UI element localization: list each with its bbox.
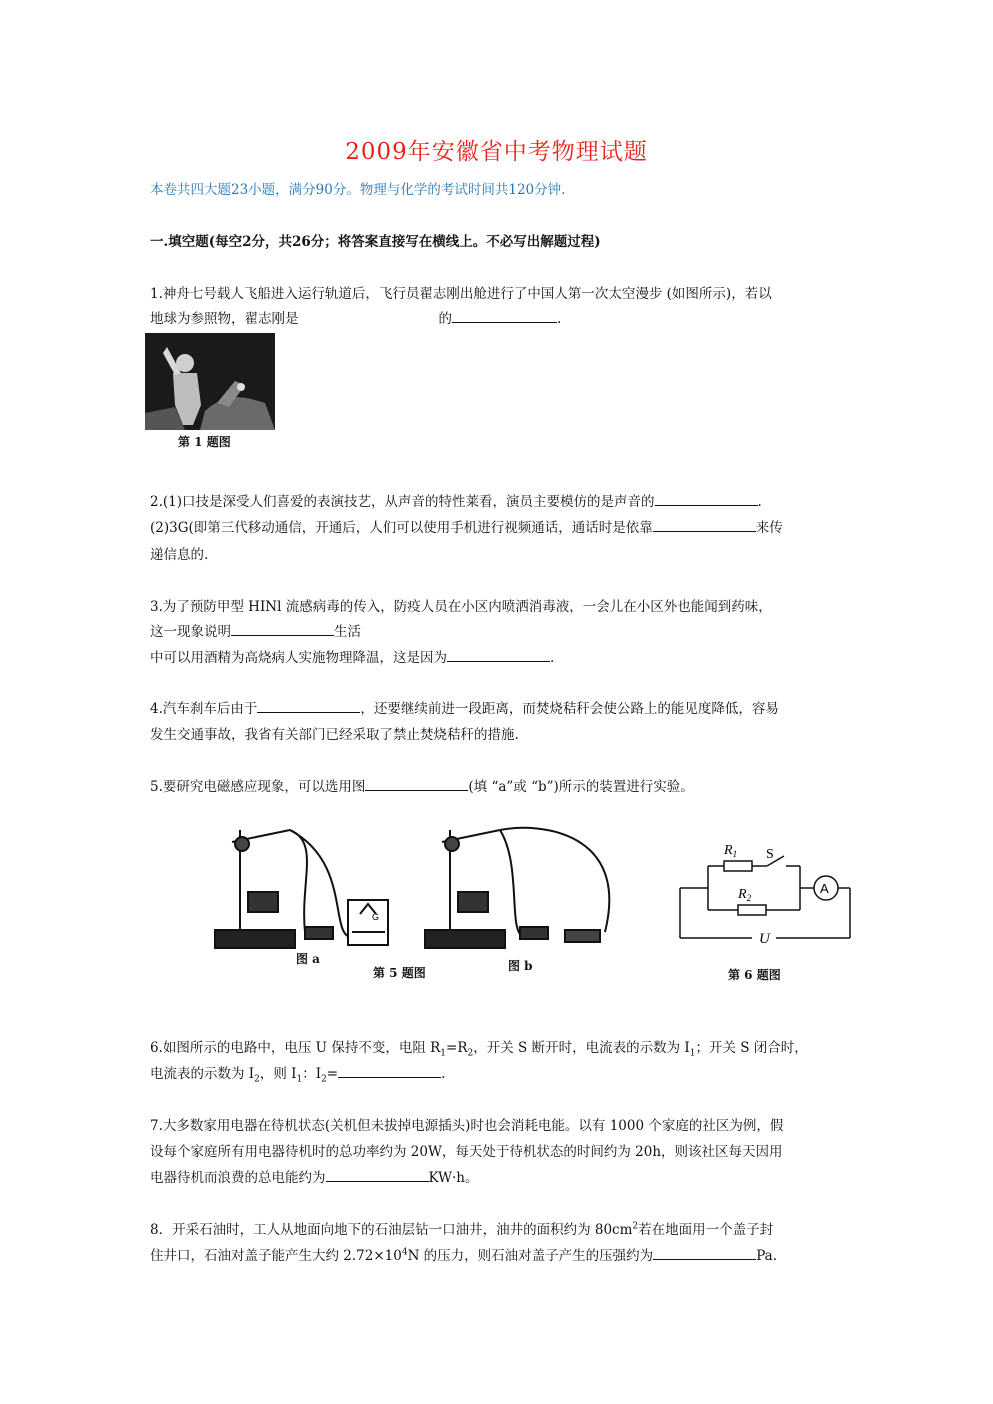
q6-s1: 1: [440, 1048, 447, 1059]
page-title: 2009年安徽省中考物理试题: [345, 139, 648, 165]
q2-text-2: (2)3G(即第三代移动通信，开通后，人们可以使用手机进行视频通话，通话时是依靠: [150, 520, 653, 536]
astronaut-photo: [145, 333, 275, 430]
q5-text-a: 5.要研究电磁感应现象，可以选用图: [150, 779, 366, 795]
q8-t5: Pa.: [756, 1248, 778, 1264]
q4-line2: 发生交通事故，我省有关部门已经采取了禁止焚烧秸秆的措施.: [150, 727, 519, 743]
q3-text-d: .: [550, 650, 555, 666]
q8-answer-blank[interactable]: [653, 1245, 756, 1260]
q3-text-c: 中可以用酒精为高烧病人实施物理降温，这是因为: [150, 650, 447, 666]
q8-line2: [150, 1244, 777, 1264]
q7-t2: KW·h。: [428, 1170, 479, 1186]
q6-t5: 电流表的示数为 I: [150, 1066, 255, 1082]
q2-answer-blank-1[interactable]: [655, 491, 758, 506]
induction-apparatus-figure: [210, 822, 630, 962]
q2-text-2-end: 来传: [755, 520, 783, 536]
q6-s3: 1: [689, 1048, 696, 1059]
q4-text-a: 4.汽车刹车后由于: [150, 701, 258, 717]
q6-s2: 2: [467, 1048, 474, 1059]
q6-t3: ，开关 S 断开时，电流表的示数为 I: [473, 1040, 690, 1056]
q8-t1: 8．开采石油时，工人从地面向地下的石油层钻一口油井，油井的面积约为 80cm: [150, 1222, 633, 1238]
q3-line2: [150, 620, 361, 640]
q2-line2: [150, 516, 783, 536]
q5-text-b: (填 “a”或 “b”)所示的装置进行实验。: [468, 779, 694, 795]
q3-line1: 3.为了预防甲型 HINl 流感病毒的传入，防疫人员在小区内喷洒消毒液，一会儿在小区外也能闻到药味，: [150, 599, 772, 615]
q6-s5: 1: [296, 1074, 303, 1085]
q1-line1: 1.神舟七号载人飞船进入运行轨道后，飞行员翟志刚出舱进行了中国人第一次太空漫步 (如图所示)，若以: [150, 286, 772, 302]
q8-line1: [150, 1218, 773, 1238]
q2-text-1: 2.(1)口技是深受人们喜爱的表演技艺，从声音的特性莱看，演员主要模仿的是声音的: [150, 494, 655, 510]
q5-line1: [150, 775, 694, 795]
section-heading: 一.填空题(每空2分，共26分；将答案直接写在横线上。不必写出解题过程): [150, 234, 601, 250]
switch-label: S: [766, 847, 774, 862]
exam-intro: 本卷共四大题23小题，满分90分。物理与化学的考试时间共120分钟.: [150, 182, 566, 198]
fig-a-label: 图 a: [296, 952, 320, 966]
voltage-label: U: [759, 931, 770, 947]
q3-text-b: 生活: [334, 624, 361, 640]
q1-line2: [150, 307, 561, 327]
q6-t4: ；开关 S 闭合时，: [695, 1040, 808, 1056]
r1-label: $R_1$: [724, 843, 738, 859]
q8-t3: 住井口，石油对盖子能产生大约 2.72×10: [150, 1248, 402, 1264]
q4-text-b: ，还要继续前进一段距离，而焚烧秸秆会使公路上的能见度降低，容易: [360, 701, 779, 717]
q1-answer-blank[interactable]: [452, 308, 557, 323]
q5-figure-caption: 第 5 题图: [373, 966, 426, 980]
ammeter-label: A: [820, 881, 829, 896]
q1-text-b: 的: [438, 311, 452, 327]
q6-t2: =R: [446, 1040, 468, 1056]
q1-figure-caption: 第 1 题图: [178, 435, 231, 449]
q6-figure-caption: 第 6 题图: [728, 968, 781, 982]
q7-line1: 7.大多数家用电器在待机状态(关机但未拔掉电源插头)时也会消耗电能。以有 1000 个家庭的社区为例，假: [150, 1118, 784, 1134]
q1-text-c: .: [557, 311, 562, 327]
q6-answer-blank[interactable]: [338, 1063, 441, 1078]
q4-answer-blank[interactable]: [257, 698, 360, 713]
q2-text-1-end: .: [757, 494, 762, 510]
q2-line1: [150, 490, 762, 510]
q6-t6: ，则 I: [259, 1066, 297, 1082]
q8-t2: 若在地面用一个盖子封: [638, 1222, 774, 1238]
q6-t7: ：I: [302, 1066, 322, 1082]
q6-t9: .: [441, 1066, 446, 1082]
fig-b-label: 图 b: [508, 959, 533, 973]
q5-answer-blank[interactable]: [365, 776, 468, 791]
q7-line2: 设每个家庭所有用电器待机时的总功率约为 20W，每天处于待机状态的时间约为 20h，则该社区每天因用: [150, 1144, 783, 1160]
q6-t1: 6.如图所示的电路中，电压 U 保持不变，电阻 R: [150, 1040, 441, 1056]
q3-line3: [150, 646, 554, 666]
q6-line2: [150, 1062, 445, 1085]
galvanometer-label: G: [372, 912, 380, 922]
q2-answer-blank-2[interactable]: [653, 517, 756, 532]
q7-answer-blank[interactable]: [326, 1167, 429, 1182]
q8-t4: N 的压力，则石油对盖子产生的压强约为: [407, 1248, 654, 1264]
q7-t1: 电器待机而浪费的总电能约为: [150, 1170, 326, 1186]
r2-label: $R_2$: [738, 887, 752, 903]
q8-s2: 4: [401, 1247, 408, 1258]
q3-answer-blank-2[interactable]: [447, 647, 550, 662]
q8-s1: 2: [632, 1221, 639, 1232]
q6-s6: 2: [321, 1074, 327, 1085]
circuit-diagram: [672, 838, 860, 948]
q6-t8: =: [326, 1066, 339, 1082]
q1-text-a: 地球为参照物，翟志刚是: [150, 311, 299, 327]
q7-line3: [150, 1166, 478, 1186]
q4-line1: [150, 697, 779, 717]
q6-s4: 2: [254, 1074, 260, 1085]
q2-line3: 递信息的.: [150, 547, 209, 563]
q3-answer-blank-1[interactable]: [231, 621, 334, 636]
q3-text-a: 这一现象说明: [150, 624, 231, 640]
q6-line1: [150, 1036, 808, 1059]
